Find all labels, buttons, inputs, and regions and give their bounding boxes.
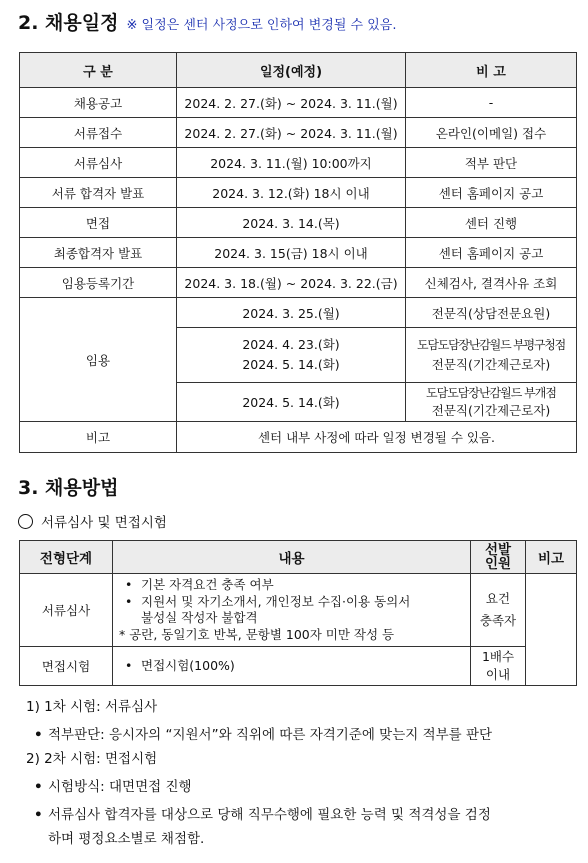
schedule-change-note: ※ 일정은 센터 사정으로 인하여 변경될 수 있음.: [126, 18, 397, 33]
selection-remark-cell: [526, 574, 577, 686]
appointment-remark-4-store: 도담도담장난감월드 부개점: [426, 386, 556, 400]
list-item: • 면접시험(100%): [119, 658, 466, 675]
row-date: 2024. 3. 14.(목): [177, 208, 406, 238]
interview-count: 1배수 이내: [471, 647, 526, 686]
row-remark: 온라인(이메일) 접수: [406, 118, 577, 148]
row-date: 2024. 3. 11.(월) 10:00까지: [177, 148, 406, 178]
row-label: 최종합격자 발표: [20, 238, 177, 268]
appointment-date-1: 2024. 3. 25.(월): [177, 298, 406, 328]
exam-description-list: [20, 693, 580, 853]
appointment-date-3: 2024. 5. 14.(화): [242, 357, 340, 372]
appointment-row: [20, 298, 577, 328]
stage-interview: 면접시험: [20, 647, 113, 686]
row-label: 서류심사: [20, 148, 177, 178]
appointment-remark-4: [406, 383, 577, 422]
row-remark: 신체검사, 결격사유 조회: [406, 268, 577, 298]
row-date: 2024. 3. 15(금) 18시 이내: [177, 238, 406, 268]
table-row: [20, 118, 577, 148]
appointment-date-2: 2024. 4. 23.(화): [242, 337, 340, 352]
header-stage: 전형단계: [20, 541, 113, 574]
screening-method-heading: [18, 511, 167, 531]
appointment-date-4: 2024. 5. 14.(화): [177, 383, 406, 422]
exam-step-1: 1) 1차 시험: 서류심사: [26, 699, 158, 715]
list-item: • 시험방식: 대면면접 진행: [20, 773, 580, 801]
row-label: 면접: [20, 208, 177, 238]
table-row: [20, 268, 577, 298]
row-label: 임용등록기간: [20, 268, 177, 298]
section2-heading: [18, 8, 396, 35]
row-label: 채용공고: [20, 88, 177, 118]
section3-title: 3. 채용방법: [18, 477, 119, 499]
section2-title: 2. 채용일정: [18, 12, 119, 34]
appointment-remark-1: 전문직(상담전문요원): [406, 298, 577, 328]
document-review-count: 요건 충족자: [471, 574, 526, 647]
row-remark: 센터 홈페이지 공고: [406, 178, 577, 208]
header-content: 내용: [113, 541, 471, 574]
row-label: 서류접수: [20, 118, 177, 148]
appointment-label: 임용: [20, 298, 177, 422]
table-row: [20, 238, 577, 268]
document-review-note: * 공란, 동일기호 반복, 문항별 100자 미만 작성 등: [119, 626, 395, 642]
list-item: • 지원서 및 자기소개서, 개인정보 수집·이용 동의서 불성실 작성자 불합격: [119, 594, 466, 627]
appointment-remark-2-type: 전문직(기간제근로자): [431, 357, 551, 372]
list-item: • 기본 자격요건 충족 여부: [119, 577, 466, 594]
table-row: [20, 208, 577, 238]
footer-row: [20, 422, 577, 453]
table-row: [20, 647, 577, 686]
list-item: • 적부판단: 응시자의 “지원서”와 직위에 따른 자격기준에 맞는지 적부를 판단: [20, 721, 580, 749]
interview-content: [113, 647, 471, 686]
row-remark: -: [406, 88, 577, 118]
list-item-continuation: 하며 평정요소별로 채점함.: [48, 831, 205, 847]
screening-method-label: 서류심사 및 면접시험: [41, 515, 167, 531]
header-schedule: 일정(예정): [177, 53, 406, 88]
selection-table: [19, 540, 577, 686]
row-label: 서류 합격자 발표: [20, 178, 177, 208]
selection-header-row: [20, 541, 577, 574]
row-date: 2024. 3. 12.(화) 18시 이내: [177, 178, 406, 208]
row-date: 2024. 2. 27.(화) ~ 2024. 3. 11.(월): [177, 118, 406, 148]
circle-bullet-icon: [18, 514, 33, 529]
header-remark: 비고: [526, 541, 577, 574]
row-remark: 센터 진행: [406, 208, 577, 238]
footer-label: 비고: [20, 422, 177, 453]
schedule-table: [19, 52, 577, 453]
header-remark: 비 고: [406, 53, 577, 88]
table-row: [20, 574, 577, 647]
row-remark: 센터 홈페이지 공고: [406, 238, 577, 268]
list-item: • 서류심사 합격자를 대상으로 당해 직무수행에 필요한 능력 및 적격성을 검정: [20, 801, 580, 829]
appointment-remark-2: [406, 328, 577, 383]
appointment-dates-2-3: [177, 328, 406, 383]
row-date: 2024. 3. 18.(월) ~ 2024. 3. 22.(금): [177, 268, 406, 298]
table-row: [20, 88, 577, 118]
row-remark: 적부 판단: [406, 148, 577, 178]
row-date: 2024. 2. 27.(화) ~ 2024. 3. 11.(월): [177, 88, 406, 118]
schedule-header-row: [20, 53, 577, 88]
exam-step-2: 2) 2차 시험: 면접시험: [26, 751, 158, 767]
stage-document-review: 서류심사: [20, 574, 113, 647]
header-selection-count: 선발 인원: [471, 541, 526, 574]
appointment-remark-4-type: 전문직(기간제근로자): [431, 403, 551, 418]
appointment-remark-2-store: 도담도담장난감월드 부평구청점: [416, 338, 566, 352]
header-category: 구 분: [20, 53, 177, 88]
table-row: [20, 148, 577, 178]
document-review-content: [113, 574, 471, 647]
table-row: [20, 178, 577, 208]
footer-text: 센터 내부 사정에 따라 일정 변경될 수 있음.: [177, 422, 577, 453]
